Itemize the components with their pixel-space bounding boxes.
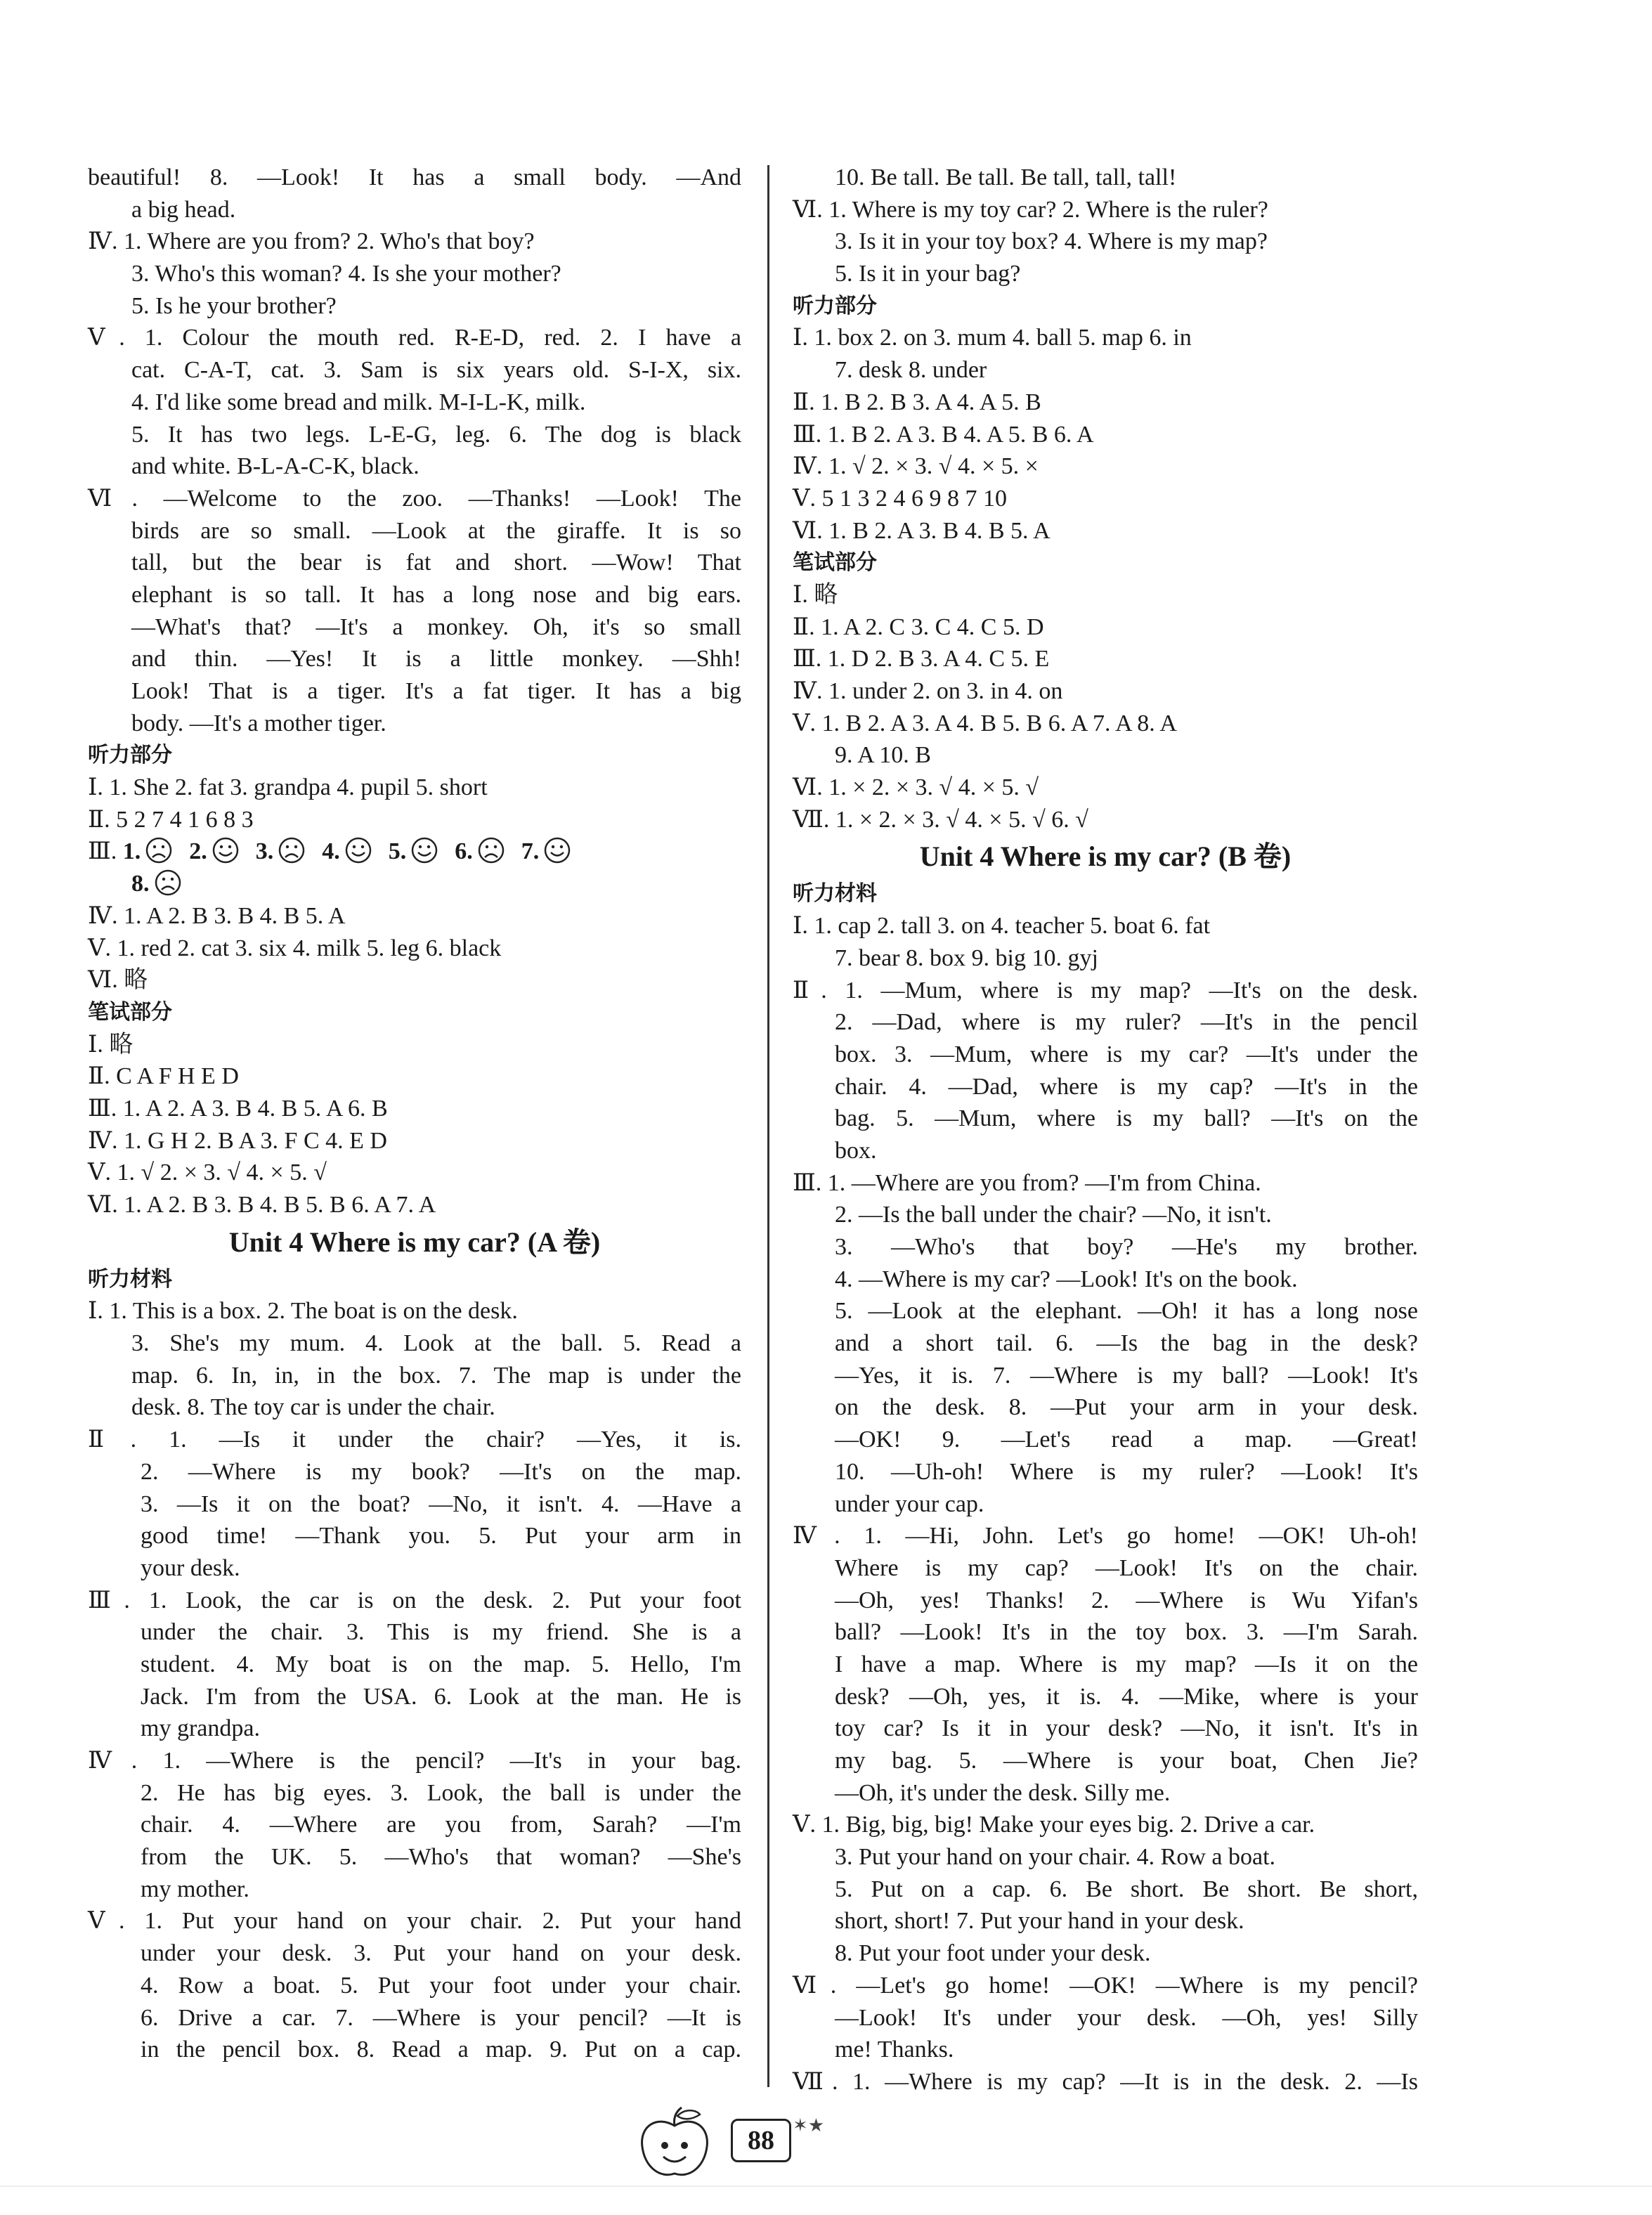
answer-line: —Yes, it is. 7. —Where is my ball? —Look! It's: [835, 1362, 1418, 1389]
sad-face-icon: [145, 836, 173, 864]
apple-mascot-icon: [632, 2105, 717, 2185]
section-heading: 听力部分: [88, 743, 172, 768]
answer-line: map. 6. In, in, in the box. 7. The map is under the: [131, 1362, 741, 1389]
answer-line: 7. bear 8. box 9. big 10. gyj: [835, 944, 1098, 971]
answer-line: 4. —Where is my car? —Look! It's on the book.: [835, 1266, 1298, 1292]
answer-line: Where is my cap? —Look! It's on the chair.: [835, 1554, 1418, 1581]
column-divider: [767, 165, 769, 2087]
answer-line: my mother.: [141, 1876, 249, 1902]
answer-line: Ⅵ. 1. A 2. B 3. B 4. B 5. B 6. A 7. A: [88, 1192, 436, 1218]
answer-line: birds are so small. —Look at the giraffe. It is so: [131, 517, 741, 544]
happy-face-icon: [212, 836, 240, 864]
face-answers: [88, 868, 741, 900]
answer-line: desk? —Oh, yes, it is. 4. —Mike, where is your: [835, 1683, 1418, 1710]
answer-line: box. 3. —Mum, where is my car? —It's under the: [835, 1041, 1418, 1067]
answer-line: good time! —Thank you. 5. Put your arm in: [141, 1523, 741, 1550]
answer-line: my bag. 5. —Where is your boat, Chen Jie?: [835, 1748, 1418, 1774]
answer-line: chair. 4. —Where are you from, Sarah? —I'm: [141, 1812, 741, 1838]
answer-line: Ⅳ. 1. —Hi, John. Let's go home! —OK! Uh-oh!: [793, 1523, 1418, 1550]
face-answers: Ⅲ. 1. 2. 3. 4. 5. 6. 7.: [88, 836, 741, 868]
answer-line: 2. He has big eyes. 3. Look, the ball is under the: [141, 1779, 741, 1806]
answer-line: Ⅶ. 1. × 2. × 3. √ 4. × 5. √ 6. √: [793, 806, 1088, 833]
section-heading: 笔试部分: [793, 550, 877, 576]
answer-line: bag. 5. —Mum, where is my ball? —It's on the: [835, 1105, 1418, 1132]
answer-line: Ⅱ. 1. —Mum, where is my map? —It's on the desk.: [793, 977, 1418, 1003]
answer-line: 4. Row a boat. 5. Put your foot under your chair.: [141, 1972, 741, 1999]
face-number: 1.: [122, 838, 141, 865]
answer-line: 3. Put your hand on your chair. 4. Row a boat.: [835, 1844, 1276, 1871]
face-number: 4.: [322, 838, 340, 865]
sad-face-icon: [278, 836, 306, 864]
answer-line: and thin. —Yes! It is a little monkey. —Shh!: [131, 646, 741, 673]
answer-line: 2. —Is the ball under the chair? —No, it isn't.: [835, 1202, 1272, 1228]
answer-line: under your cap.: [835, 1490, 984, 1517]
answer-line: Ⅲ. 1. —Where are you from? —I'm from China.: [793, 1169, 1261, 1196]
answer-line: Ⅵ. 略: [88, 967, 148, 994]
answer-line: Ⅳ. 1. A 2. B 3. B 4. B 5. A: [88, 902, 346, 929]
face-number: 5.: [388, 838, 407, 865]
answer-line: 5. Is it in your bag?: [835, 261, 1021, 287]
answer-line: 4. I'd like some bread and milk. M-I-L-K, milk.: [131, 389, 586, 415]
answer-line: —OK! 9. —Let's read a map. —Great!: [835, 1427, 1418, 1453]
answer-line: my grandpa.: [141, 1715, 260, 1742]
answer-line: 5. Put on a cap. 6. Be short. Be short. Be short,: [835, 1876, 1418, 1902]
answer-line: from the UK. 5. —Who's that woman? —She's: [141, 1844, 741, 1871]
answer-line: 3. She's my mum. 4. Look at the ball. 5. Read a: [131, 1330, 741, 1357]
answer-line: 8. Put your foot under your desk.: [835, 1940, 1151, 1967]
happy-face-icon: [344, 836, 372, 864]
answer-line: Ⅴ. 1. red 2. cat 3. six 4. milk 5. leg 6. black: [88, 935, 502, 961]
answer-line: Ⅰ. 略: [88, 1031, 134, 1058]
face-number: 3.: [255, 838, 274, 865]
face-number: 6.: [455, 838, 473, 865]
answer-line: Ⅵ. 1. × 2. × 3. √ 4. × 5. √: [793, 774, 1039, 801]
happy-face-icon: [410, 836, 438, 864]
answer-line: Ⅳ. 1. —Where is the pencil? —It's in your bag.: [88, 1748, 741, 1774]
answer-line: Ⅲ. 1. B 2. A 3. B 4. A 5. B 6. A: [793, 421, 1094, 448]
section-heading: 听力材料: [793, 881, 877, 907]
answer-line: Ⅱ. C A F H E D: [88, 1063, 239, 1090]
answer-line: Ⅵ. —Let's go home! —OK! —Where is my pencil?: [793, 1972, 1418, 1999]
answer-line: ball? —Look! It's in the toy box. 3. —I'm Sarah.: [835, 1619, 1418, 1646]
answer-line: your desk.: [141, 1554, 240, 1581]
face-number: 7.: [521, 838, 540, 865]
answer-line: tall, but the bear is fat and short. —Wow! That: [131, 550, 741, 576]
sad-face-icon: [477, 836, 505, 864]
answer-line: 2. —Where is my book? —It's on the map.: [141, 1458, 741, 1485]
section-heading: 笔试部分: [88, 999, 172, 1025]
answer-line: Jack. I'm from the USA. 6. Look at the man. He is: [141, 1683, 741, 1710]
answer-line: Ⅴ. 1. Put your hand on your chair. 2. Put your hand: [88, 1908, 741, 1935]
answer-line: Ⅶ. 1. —Where is my cap? —It is in the desk. 2. —Is: [793, 2068, 1418, 2095]
answer-line: —What's that? —It's a monkey. Oh, it's so small: [131, 613, 741, 640]
answer-line: 7. desk 8. under: [835, 357, 987, 384]
answer-line: cat. C-A-T, cat. 3. Sam is six years old. S-I-X, six.: [131, 357, 741, 384]
answer-line: Ⅵ. 1. B 2. A 3. B 4. B 5. A: [793, 517, 1051, 544]
answer-line: 3. Who's this woman? 4. Is she your mother?: [131, 261, 561, 287]
answer-line: chair. 4. —Dad, where is my cap? —It's in the: [835, 1073, 1418, 1100]
answer-line: desk. 8. The toy car is under the chair.: [131, 1394, 495, 1421]
answer-line: —Oh, yes! Thanks! 2. —Where is Wu Yifan's: [835, 1587, 1418, 1613]
answer-line: Ⅴ. 1. B 2. A 3. A 4. B 5. B 6. A 7. A 8. A: [793, 710, 1177, 736]
answer-line: Ⅴ. 1. Colour the mouth red. R-E-D, red. 2. I have a: [88, 325, 741, 351]
section-heading: 听力部分: [793, 293, 877, 318]
answer-line: Ⅲ. 1. D 2. B 3. A 4. C 5. E: [793, 646, 1050, 673]
unit-title: Unit 4 Where is my car? (A 卷): [228, 1226, 601, 1258]
answer-line: short, short! 7. Put your hand in your desk.: [835, 1908, 1244, 1935]
answer-line: Ⅲ. 1. A 2. A 3. B 4. B 5. A 6. B: [88, 1095, 388, 1122]
answer-line: Ⅴ. 5 1 3 2 4 6 9 8 7 10: [793, 485, 1008, 512]
answer-line: Ⅱ. 1. A 2. C 3. C 4. C 5. D: [793, 613, 1044, 640]
happy-face-icon: [543, 836, 571, 864]
answer-line: Ⅵ. —Welcome to the zoo. —Thanks! —Look! The: [88, 485, 741, 512]
answer-line: Look! That is a tiger. It's a fat tiger. It has a big: [131, 678, 741, 704]
answer-line: 6. Drive a car. 7. —Where is your pencil? —It is: [141, 2004, 741, 2031]
answer-line: Ⅳ. 1. Where are you from? 2. Who's that boy?: [88, 228, 535, 255]
answer-line: in the pencil box. 8. Read a map. 9. Put on a cap.: [141, 2037, 741, 2063]
section-heading: 听力材料: [88, 1266, 172, 1292]
answer-line: Ⅰ. 略: [793, 581, 838, 608]
answer-line: Ⅲ. 1. Look, the car is on the desk. 2. Put your foot: [88, 1587, 741, 1613]
answer-line: under your desk. 3. Put your hand on your desk.: [141, 1940, 741, 1967]
answer-line: 3. —Is it on the boat? —No, it isn't. 4. —Have a: [141, 1490, 741, 1517]
answer-line: 5. It has two legs. L-E-G, leg. 6. The dog is black: [131, 421, 741, 448]
answer-line: Ⅵ. 1. Where is my toy car? 2. Where is the ruler?: [793, 196, 1268, 223]
answer-line: and white. B-L-A-C-K, black.: [131, 453, 419, 480]
answer-line: 5. Is he your brother?: [131, 292, 337, 319]
answer-line: —Oh, it's under the desk. Silly me.: [835, 1779, 1171, 1806]
answer-line: elephant is so tall. It has a long nose and big ears.: [131, 581, 741, 608]
answer-line: Ⅰ. 1. This is a box. 2. The boat is on the desk.: [88, 1298, 518, 1325]
answer-line: 2. —Dad, where is my ruler? —It's in the pencil: [835, 1009, 1418, 1036]
answer-line: box.: [835, 1137, 877, 1164]
answer-line: —Look! It's under your desk. —Oh, yes! Silly: [835, 2004, 1418, 2031]
footer-rule: [0, 2185, 1652, 2187]
answer-line: student. 4. My boat is on the map. 5. Hello, I'm: [141, 1651, 741, 1677]
unit-title: Unit 4 Where is my car? (B 卷): [919, 840, 1292, 873]
page-number: 88: [731, 2119, 791, 2162]
answer-line: Ⅰ. 1. box 2. on 3. mum 4. ball 5. map 6. in: [793, 325, 1192, 351]
answer-line: 9. A 10. B: [835, 742, 931, 769]
answer-line: beautiful! 8. —Look! It has a small body. —And: [88, 164, 741, 190]
answer-line: on the desk. 8. —Put your arm in your desk.: [835, 1394, 1418, 1421]
answer-line: 10. Be tall. Be tall. Be tall, tall, tall!: [835, 164, 1177, 190]
answer-line: I have a map. Where is my map? —Is it on the: [835, 1651, 1418, 1677]
star-icon: ✶★: [793, 2115, 825, 2136]
sad-face-icon: [154, 869, 182, 897]
answer-line: Ⅳ. 1. under 2. on 3. in 4. on: [793, 678, 1063, 704]
right-column: [793, 162, 1418, 2098]
answer-line: Ⅴ. 1. √ 2. × 3. √ 4. × 5. √: [88, 1160, 327, 1186]
answer-line: Ⅴ. 1. Big, big, big! Make your eyes big. 2. Drive a car.: [793, 1812, 1315, 1838]
answer-line: a big head.: [131, 196, 236, 223]
answer-line: body. —It's a mother tiger.: [131, 710, 386, 736]
answer-line: toy car? Is it in your desk? —No, it isn't. It's in: [835, 1715, 1418, 1742]
answer-line: 3. Is it in your toy box? 4. Where is my map?: [835, 228, 1268, 255]
answer-line: Ⅱ. 1. —Is it under the chair? —Yes, it is.: [88, 1427, 741, 1453]
answer-line: and a short tail. 6. —Is the bag in the desk?: [835, 1330, 1418, 1357]
face-number: 2.: [189, 838, 207, 865]
answer-line: me! Thanks.: [835, 2037, 954, 2063]
answer-line: Ⅱ. 1. B 2. B 3. A 4. A 5. B: [793, 389, 1041, 415]
left-column: [88, 162, 741, 2066]
answer-line: Ⅳ. 1. G H 2. B A 3. F C 4. E D: [88, 1127, 387, 1154]
answer-line: under the chair. 3. This is my friend. She is a: [141, 1619, 741, 1646]
answer-line: 5. —Look at the elephant. —Oh! it has a long nose: [835, 1298, 1418, 1325]
answer-line: Ⅳ. 1. √ 2. × 3. √ 4. × 5. ×: [793, 453, 1039, 480]
answer-line: Ⅰ. 1. She 2. fat 3. grandpa 4. pupil 5. short: [88, 774, 488, 801]
answer-line: Ⅰ. 1. cap 2. tall 3. on 4. teacher 5. boat 6. fat: [793, 913, 1211, 940]
answer-line: 10. —Uh-oh! Where is my ruler? —Look! It's: [835, 1458, 1418, 1485]
face-number: 8.: [131, 871, 150, 897]
answer-line: Ⅱ. 5 2 7 4 1 6 8 3: [88, 806, 254, 833]
answer-line: 3. —Who's that boy? —He's my brother.: [835, 1234, 1418, 1260]
